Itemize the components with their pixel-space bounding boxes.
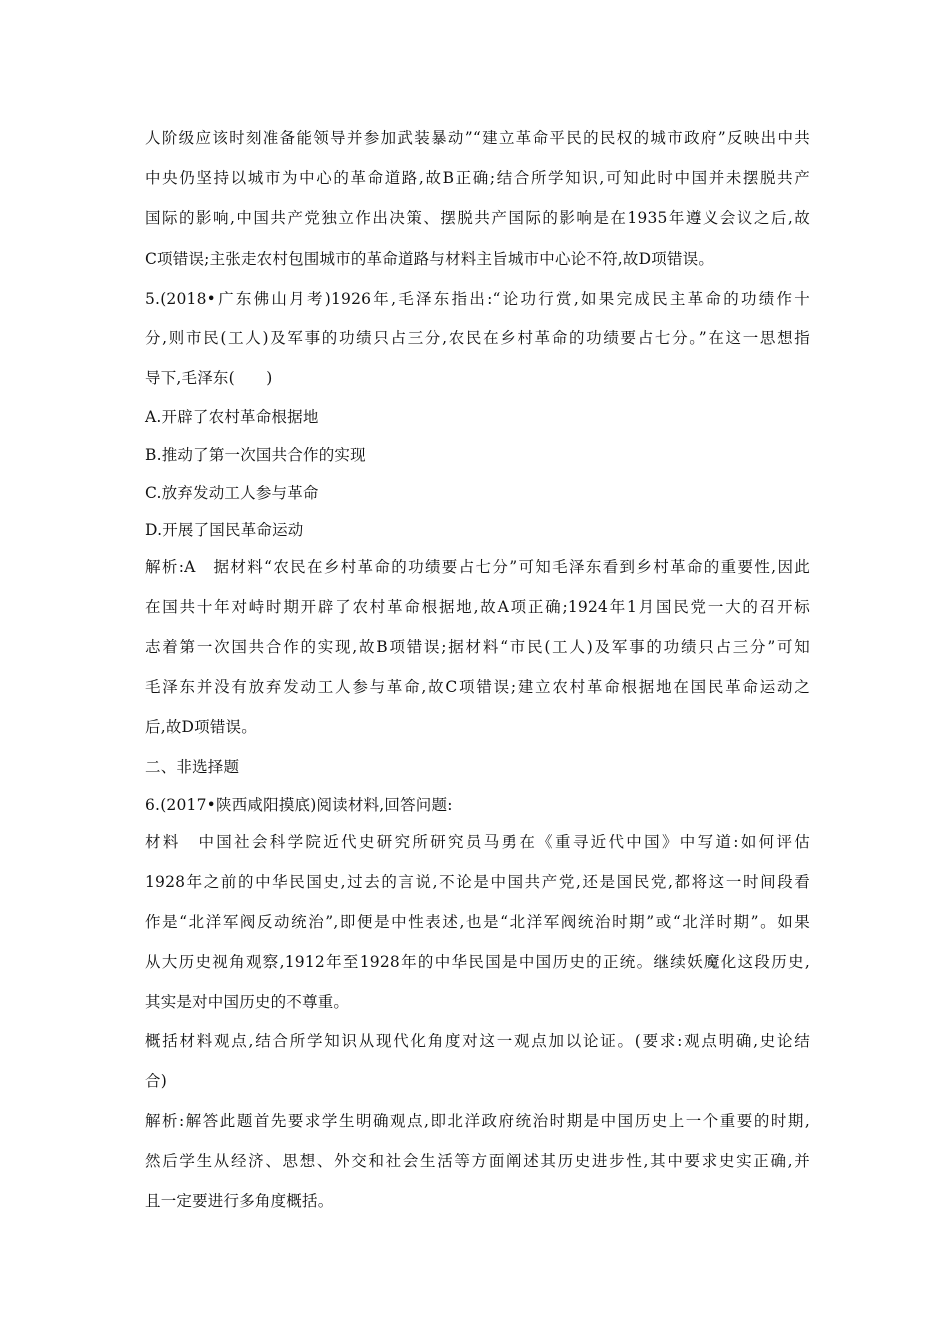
material-text: 作是“北洋军阀反动统治”,即便是中性表述,也是“北洋军阀统治时期”或“北洋时期”。如果: [145, 913, 810, 931]
material-text: 其实是对中国历史的不尊重。: [145, 993, 350, 1011]
option-a: A.开辟了农村革命根据地: [145, 408, 319, 426]
material-text: 1928年之前的中华民国史,过去的言说,不论是中国共产党,还是国民党,都将这一时间段看: [145, 873, 810, 891]
material-text: 材料 中国社会科学院近代史研究所研究员马勇在《重寻近代中国》中写道:如何评估: [145, 833, 810, 851]
analysis-5: 在国共十年对峙时期开辟了农村革命根据地,故A项正确;1924年1月国民党一大的召开标: [145, 598, 810, 616]
option-d: D.开展了国民革命运动: [145, 521, 304, 539]
text-line: 中央仍坚持以城市为中心的革命道路,故B正确;结合所学知识,可知此时中国并未摆脱共产: [145, 169, 810, 187]
analysis-5: 毛泽东并没有放弃发动工人参与革命,故C项错误;建立农村革命根据地在国民革命运动之: [145, 678, 810, 696]
analysis-6: 然后学生从经济、思想、外交和社会生活等方面阐述其历史进步性,其中要求史实正确,并: [145, 1152, 810, 1170]
section-heading: 二、非选择题: [145, 758, 240, 776]
analysis-5: 志着第一次国共合作的实现,故B项错误;据材料“市民(工人)及军事的功绩只占三分”可知: [145, 638, 810, 656]
material-text: 从大历史视角观察,1912年至1928年的中华民国是中国历史的正统。继续妖魔化这段历史,: [145, 953, 810, 971]
analysis-5: 后,故D项错误。: [145, 718, 257, 736]
text-line: 人阶级应该时刻准备能领导并参加武装暴动”“建立革命平民的民权的城市政府”反映出中共: [145, 129, 810, 147]
text-line: C项错误;主张走农村包围城市的革命道路与材料主旨城市中心论不符,故D项错误。: [145, 250, 715, 268]
analysis-6: 解析:解答此题首先要求学生明确观点,即北洋政府统治时期是中国历史上一个重要的时期,: [145, 1112, 810, 1130]
analysis-6: 且一定要进行多角度概括。: [145, 1192, 334, 1210]
option-c: C.放弃发动工人参与革命: [145, 484, 319, 502]
question-6-stem: 6.(2017•陕西咸阳摸底)阅读材料,回答问题:: [145, 796, 453, 814]
question-6-task: 概括材料观点,结合所学知识从现代化角度对这一观点加以论证。(要求:观点明确,史论结: [145, 1032, 810, 1050]
question-5-stem: 5.(2018•广东佛山月考)1926年,毛泽东指出:“论功行赏,如果完成民主革命的功绩作十: [145, 290, 810, 308]
text-line: 国际的影响,中国共产党独立作出决策、摆脱共产国际的影响是在1935年遵义会议之后,故: [145, 209, 810, 227]
question-6-task: 合): [145, 1072, 167, 1090]
analysis-5: 解析:A 据材料“农民在乡村革命的功绩要占七分”可知毛泽东看到乡村革命的重要性,因此: [145, 558, 810, 576]
question-5-stem: 分,则市民(工人)及军事的功绩只占三分,农民在乡村革命的功绩要占七分。”在这一思想指: [145, 329, 810, 347]
question-5-stem: 导下,毛泽东( ): [145, 369, 273, 387]
option-b: B.推动了第一次国共合作的实现: [145, 446, 366, 464]
